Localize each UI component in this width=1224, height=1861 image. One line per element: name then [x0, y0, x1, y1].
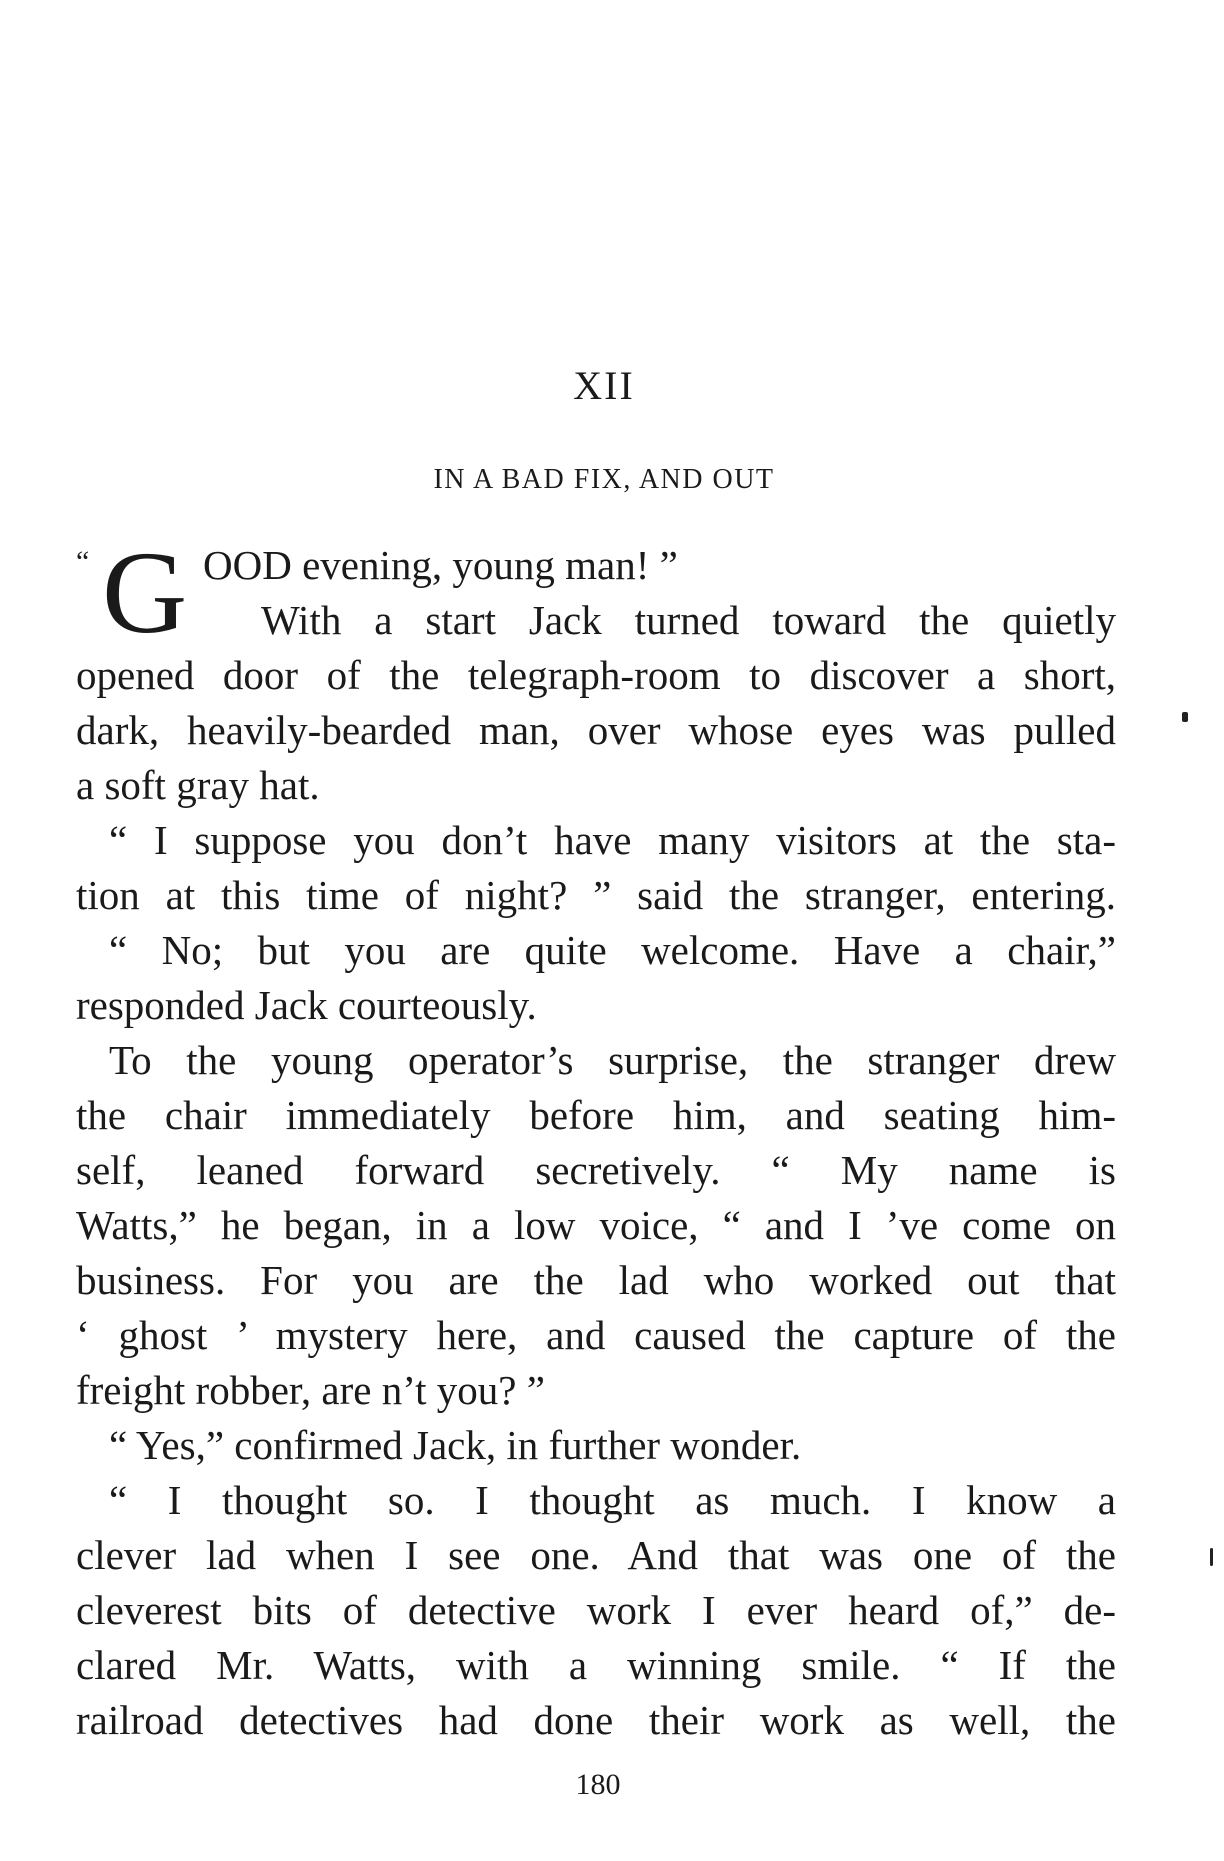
text-line: opened door of the telegraph-room to discover a short, — [76, 652, 1116, 698]
text-line: dark, heavily-bearded man, over whose eyes was pulled — [76, 707, 1116, 753]
text-line: Watts,” he began, in a low voice, “ and I ’ve come on — [76, 1202, 1116, 1248]
text-line: “ I thought so. I thought as much. I know a — [109, 1477, 1116, 1523]
page-number: 180 — [575, 1768, 621, 1801]
margin-ink-mark — [1182, 712, 1188, 722]
text-line: business. For you are the lad who worked out that — [76, 1257, 1116, 1303]
text-line: the chair immediately before him, and seating him- — [76, 1092, 1116, 1138]
text-line: clared Mr. Watts, with a winning smile. “ If the — [76, 1642, 1116, 1688]
text-line: “ Yes,” confirmed Jack, in further wonder. — [109, 1422, 802, 1468]
drop-cap-letter: G — [102, 527, 188, 658]
text-line: To the young operator’s surprise, the stranger drew — [109, 1037, 1116, 1083]
text-line: “ No; but you are quite welcome. Have a chair,” — [109, 927, 1116, 973]
text-line: freight robber, are n’t you? ” — [76, 1367, 545, 1413]
opening-quote-mark: “ — [76, 545, 90, 578]
text-line: tion at this time of night? ” said the stranger, entering. — [76, 872, 1116, 918]
text-line: responded Jack courteously. — [76, 982, 537, 1028]
text-line: railroad detectives had done their work as well, the — [76, 1697, 1116, 1743]
opening-line-text: OOD evening, young man! ” — [203, 542, 678, 588]
body-text — [76, 527, 1116, 1748]
chapter-number: XII — [573, 363, 635, 408]
opening-second-line: With a start Jack turned toward the quietly — [261, 597, 1116, 643]
text-line: a soft gray hat. — [76, 762, 320, 808]
text-line: ‘ ghost ’ mystery here, and caused the capture of the — [76, 1312, 1116, 1358]
margin-ink-mark — [1210, 1548, 1213, 1566]
text-line: cleverest bits of detective work I ever heard of,” de- — [76, 1587, 1116, 1633]
text-line: “ I suppose you don’t have many visitors at the sta- — [109, 817, 1116, 863]
chapter-title: IN A BAD FIX, AND OUT — [433, 464, 775, 495]
text-line: self, leaned forward secretively. “ My name is — [76, 1147, 1116, 1193]
text-line: clever lad when I see one. And that was one of the — [76, 1532, 1116, 1578]
